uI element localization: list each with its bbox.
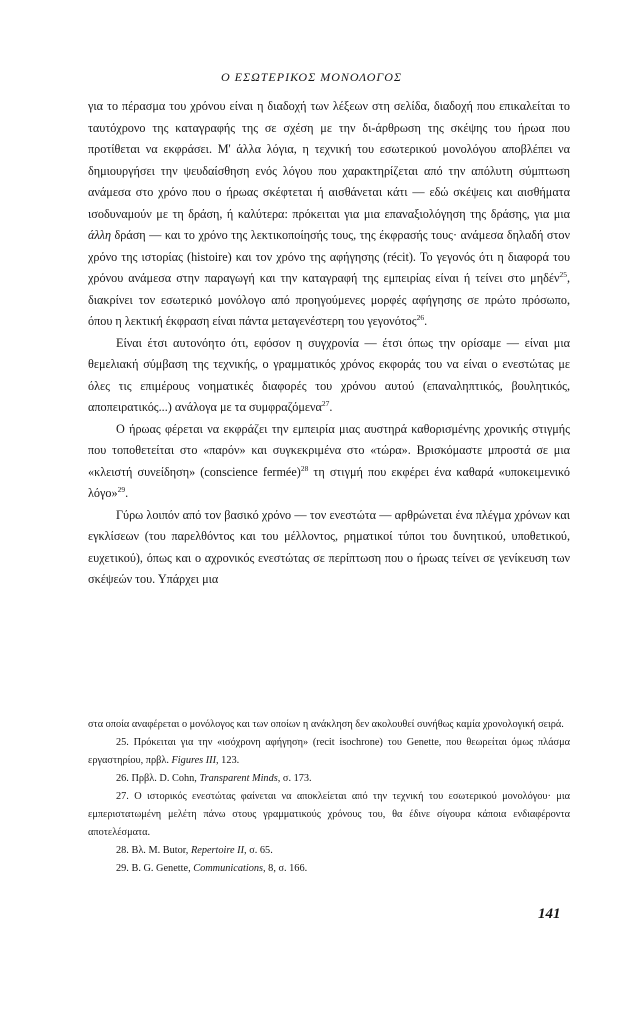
text-span: . <box>125 486 129 500</box>
text-span: . <box>424 314 428 328</box>
footnote-ref[interactable]: 29 <box>117 484 126 494</box>
page-number: 141 <box>538 906 561 922</box>
footnote-26 <box>88 770 570 788</box>
text-span: 26. Πρβλ. D. Cohn, <box>116 773 200 784</box>
emphasis: Communications, <box>193 863 266 874</box>
footnote-ref[interactable]: 27 <box>321 398 330 408</box>
paragraph <box>88 96 570 333</box>
footnote-ref[interactable]: 28 <box>300 463 309 473</box>
emphasis: Repertoire II, <box>190 845 247 856</box>
emphasis: Figures III, <box>171 755 219 766</box>
footnote-25 <box>88 734 570 770</box>
text-span: σ. 173. <box>280 773 312 784</box>
body-text <box>88 96 570 591</box>
footnote-29 <box>88 860 570 878</box>
footnote-continuation: στα οποία αναφέρεται ο μονόλογος και των οποίων η ανάκληση δεν ακολουθεί συνήθως καμία χρονολογική σειρά. <box>88 719 564 730</box>
footnote-ref[interactable]: 26 <box>416 312 425 322</box>
text-span: δράση — και το χρόνο της λεκτικοποίησής τους, της έκφρασής τους· ανάμεσα δηλαδή στον χρόνο της ιστορίας (histoire) και τον χρόνο της αφήγησης (récit). Το γεγονός ότι η διαφορά του χρόνου ανάμεσα στην παραγωγή και την καταγραφή της εμπειρίας είναι ή τείνει στο μηδέν <box>88 228 570 285</box>
footnote-28 <box>88 842 570 860</box>
text-span: 123. <box>218 755 240 766</box>
text-span: 25. Πρόκειται για την «ισόχρονη αφήγηση» (recit isochrone) του Genette, που θεωρείται όμως πλάσμα εργαστηρίου, πρβλ. <box>88 737 570 766</box>
text-span: , διακρίνει τον εσωτερικό μονόλογο από προηγούμενες μορφές αφήγησης σε πρώτο πρόσωπο, όπου η λεκτική έκφραση είναι πάντα μεταγενέστερη του γεγονότος <box>88 271 570 328</box>
emphasis: άλλη <box>88 228 112 242</box>
footnote-27: 27. Ο ιστορικός ενεστώτας φαίνεται να αποκλείεται από την τεχνική του εσωτερικού μονολόγου· μια εμπεριστατωμένη μελέτη πάνω στους γραμματικούς χρόνους του, θα έδινε σίγουρα κάποια ενδιαφέροντα αποτελέσματα. <box>88 791 570 838</box>
paragraph: Γύρω λοιπόν από τον βασικό χρόνο — τον ενεστώτα — αρθρώνεται ένα πλέγμα χρόνων και εγκλίσεων (του παρελθόντος και του μέλλοντος, ρηματικοί τύποι του δυνητικού, υποθετικού, ευχετικού), όπως και ο αχρονικός ενεστώτας σε περίπτωση που ο ήρωας τείνει σε γενίκευση των σκέψεών του. Υπάρχει μια <box>88 507 570 586</box>
text-span: 28. Βλ. M. Butor, <box>116 845 191 856</box>
footnote-ref[interactable]: 25 <box>559 269 567 279</box>
emphasis: Transparent Minds, <box>199 773 281 784</box>
text-span: . <box>329 400 333 414</box>
text-span: Ο ήρωας φέρεται να εκφράζει την εμπειρία μιας αυστηρά καθορισμένης χρονικής στιγμής που τοποθετείται στο «παρόν» και συγκεκριμένα στο «τώρα». Βρισκόμαστε μπροστά σε μια «κλειστή συνείδηση» (conscience fermée) <box>88 421 570 479</box>
text-span: Είναι έτσι αυτονόητο ότι, εφόσον η συγχρονία — έτσι όπως την ορίσαμε — είναι μια θεμελιακή σύμβαση της τεχνικής, ο γραμματικός χρόνος εκφοράς του να είναι ο ενεστώτας με όλες τις επιμέρους νοηματικές διαφορές του χρόνου αυτού (επαναληπτικός, βουλητικός, αποπειρατικός...) ανάλογα με τα συμφραζόμενα <box>88 335 570 414</box>
running-header: Ο ΕΣΩΤΕΡΙΚΟΣ ΜΟΝΟΛΟΓΟΣ <box>220 70 403 84</box>
text-span: 8, σ. 166. <box>265 863 308 874</box>
paragraph <box>88 333 570 419</box>
text-span: σ. 65. <box>246 845 273 856</box>
text-span: τη στιγμή που εκφέρει ένα καθαρά «υποκειμενικό λόγο» <box>88 464 570 500</box>
text-span: 29. B. G. Genette, <box>116 863 194 874</box>
paragraph <box>88 419 570 505</box>
footnotes <box>88 716 570 878</box>
text-span: για το πέρασμα του χρόνου είναι η διαδοχή των λέξεων στη σελίδα, διαδοχή που επικαλείται το ταυτόχρονο της καταγραφής της σε σχέση με την δι-άρθρωση της σκέψης του ήρωα που προτίθεται να εκφράσει. Μ' άλλα λόγια, η τεχνική του εσωτερικού μονολόγου αποβλέπει να δημιουργήσει την ψευδαίσθηση ενός λόγου που χαρακτηρίζεται από την απόλυτη σύμπτωση ανάμεσα στο χρόνο που ο ήρωας σκέφτεται ή αισθάνεται κάτι — εδώ σκέψεις και αισθήματα ισοδυναμούν με τη δράση, ή καλύτερα: πρόκειται για μια επαναξιολόγηση της δράσης, για μια <box>88 99 570 221</box>
